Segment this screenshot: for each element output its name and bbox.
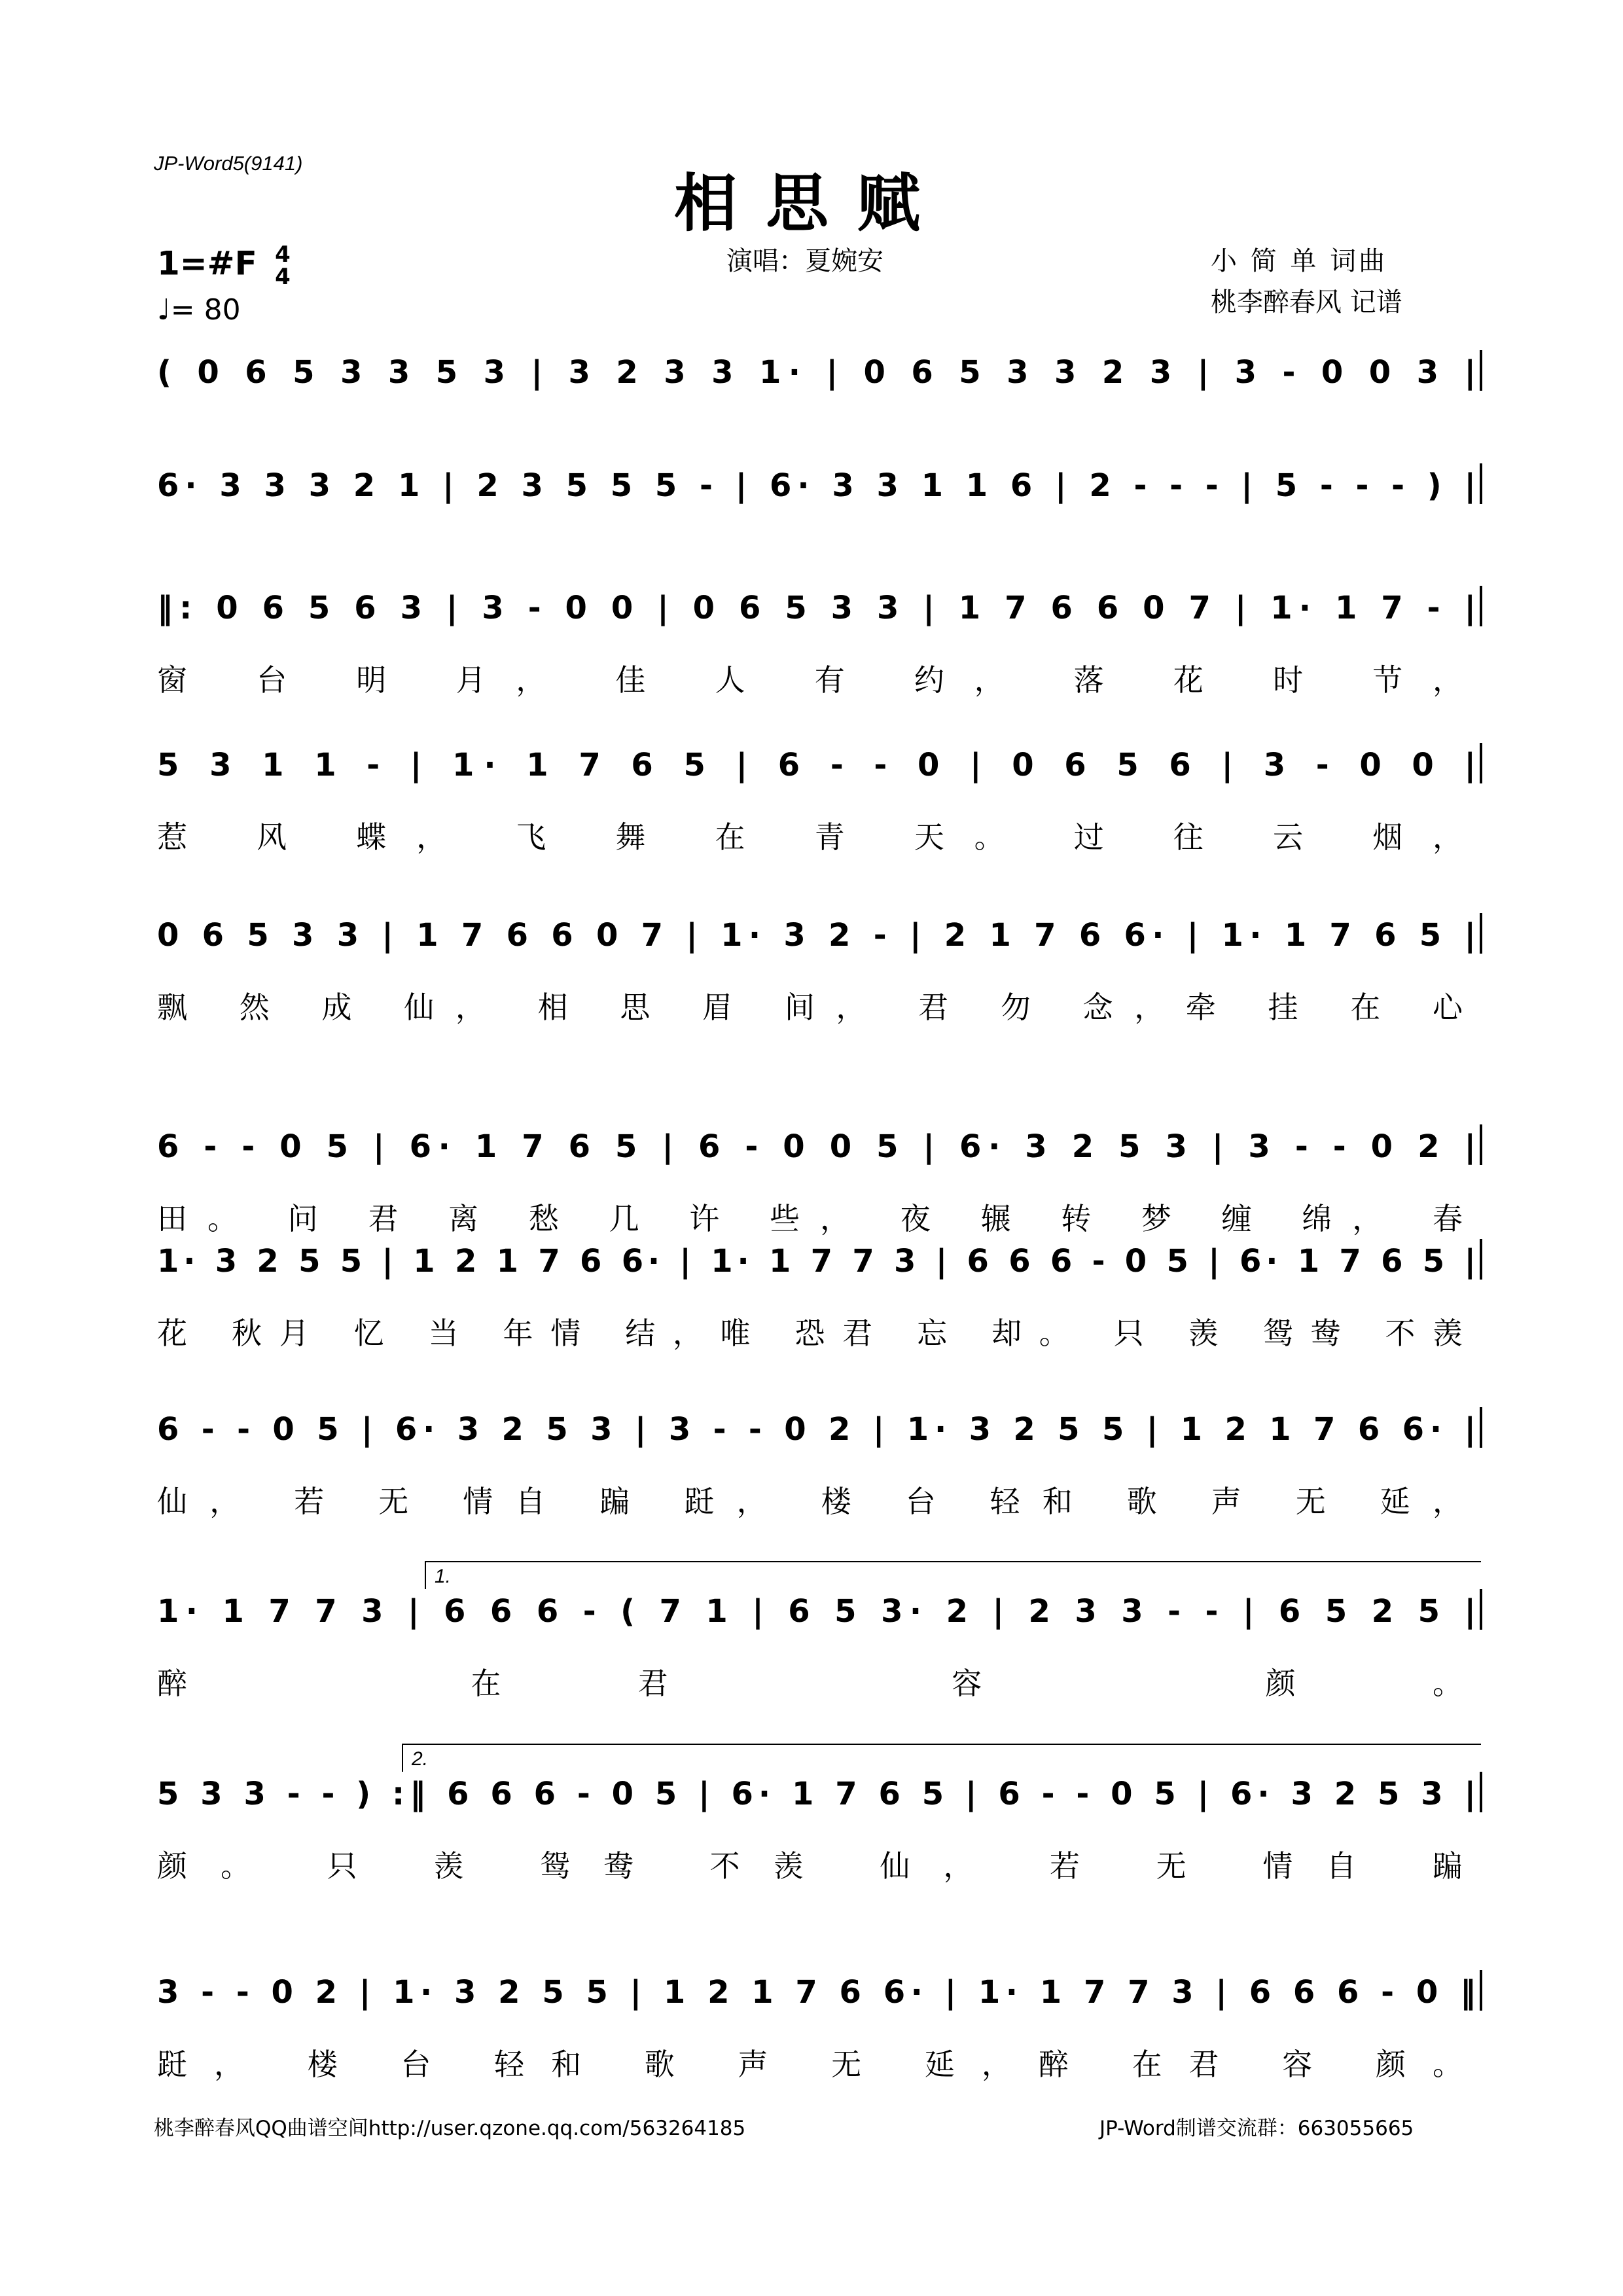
notes-line: ( 0 6 5 3 3 5 3 | 3 2 3 3 1· | 0 6 5 3 3 2 3 | 3 - 0 0 3 | [157,354,1476,391]
score-row [157,1239,1481,1351]
notes-line: 6 - - 0 5 | 6· 3 2 5 3 | 3 - - 0 2 | 1· 3 2 5 5 | 1 2 1 7 6 6· | [157,1411,1476,1448]
lyricist-composer: 小 简 单 词曲 [1211,246,1388,276]
transcriber: 桃李醉春风 记谱 [1211,287,1402,317]
footer-group: JP-Word制谱交流群：663055665 [1099,2117,1414,2140]
volta-label: 2. [412,1748,429,1770]
notes-line: ‖: 0 6 5 6 3 | 3 - 0 0 | 0 6 5 3 3 | 1 7 6 6 0 7 | 1· 1 7 - | [157,590,1476,626]
lyrics-line: 田。 问 君 离 愁 几 许 些， 夜 辗 转 梦 缠 绵， 春 [157,1201,1463,1236]
notes-line: 5 3 3 - - ) :‖ 6 6 6 - 0 5 | 6· 1 7 6 5 | 6 - - 0 5 | 6· 3 2 5 3 | [157,1776,1476,1812]
lyrics-line: 飘 然 成 仙， 相 思 眉 间， 君 勿 念，牵 挂 在 心 [157,990,1463,1025]
key-label: 1=#F [157,244,257,283]
time-bottom: 4 [275,264,291,290]
watermark: JP-Word5(9141) [154,152,303,175]
lyrics-line: 窗 台 明 月， 佳 人 有 约， 落 花 时 节， [157,662,1463,698]
lyrics-line: 惹 风 蝶， 飞 舞 在 青 天。 过 往 云 烟， [157,819,1463,855]
lyrics-line: 跹， 楼 台 轻和 歌 声 无 延，醉 在君 容 颜。 [157,2047,1463,2082]
singer: 演唱：夏婉安 [726,246,883,276]
notes-line: 1· 1 7 7 3 | 6 6 6 - ( 7 1 | 6 5 3· 2 | 2 3 3 - - | 6 5 2 5 | [157,1593,1476,1630]
lyrics-line: 颜。 只 羡 鸳鸯 不羡 仙， 若 无 情自 蹁 [157,1848,1463,1884]
lyrics-line: 醉 在君 容 颜。 [157,1666,1463,1701]
lyrics-line: 花 秋月 忆 当 年情 结，唯 恐君 忘 却。 只 羡 鸳鸯 不羡 [157,1316,1463,1351]
score-row [157,1744,1481,1884]
score-row [157,743,1481,855]
notes-line: 3 - - 0 2 | 1· 3 2 5 5 | 1 2 1 7 6 6· | 1· 1 7 7 3 | 6 6 6 - 0 ‖ [157,1974,1476,2011]
volta-label: 1. [435,1566,452,1587]
tempo-mark: ♩= 80 [157,293,241,327]
score-row [157,586,1481,698]
time-top: 4 [275,242,291,268]
score-row [157,1124,1481,1236]
song-title: 相思赋 [674,166,949,240]
score-row [157,913,1481,1025]
notes-line: 5 3 1 1 - | 1· 1 7 6 5 | 6 - - 0 | 0 6 5 6 | 3 - 0 0 | [157,747,1476,783]
notes-line: 6· 3 3 3 2 1 | 2 3 5 5 5 - | 6· 3 3 1 1 6 | 2 - - - | 5 - - - ) | [157,467,1476,504]
score-row [157,1970,1481,2082]
score-row [157,463,1481,504]
score-row [157,1562,1481,1701]
score-row [157,350,1481,391]
notes-line: 0 6 5 3 3 | 1 7 6 6 0 7 | 1· 3 2 - | 2 1 7 6 6· | 1· 1 7 6 5 | [157,917,1476,954]
notes-line: 1· 3 2 5 5 | 1 2 1 7 6 6· | 1· 1 7 7 3 | 6 6 6 - 0 5 | 6· 1 7 6 5 | [157,1243,1476,1280]
lyrics-line: 仙， 若 无 情自 蹁 跹， 楼 台 轻和 歌 声 无 延， [157,1484,1463,1519]
volta-bracket [425,1562,1481,1589]
score-row [157,1407,1481,1519]
volta-bracket [402,1744,1481,1772]
footer-link: 桃李醉春风QQ曲谱空间http://user.qzone.qq.com/563264185 [154,2117,746,2140]
notes-line: 6 - - 0 5 | 6· 1 7 6 5 | 6 - 0 0 5 | 6· 3 2 5 3 | 3 - - 0 2 | [157,1128,1476,1165]
